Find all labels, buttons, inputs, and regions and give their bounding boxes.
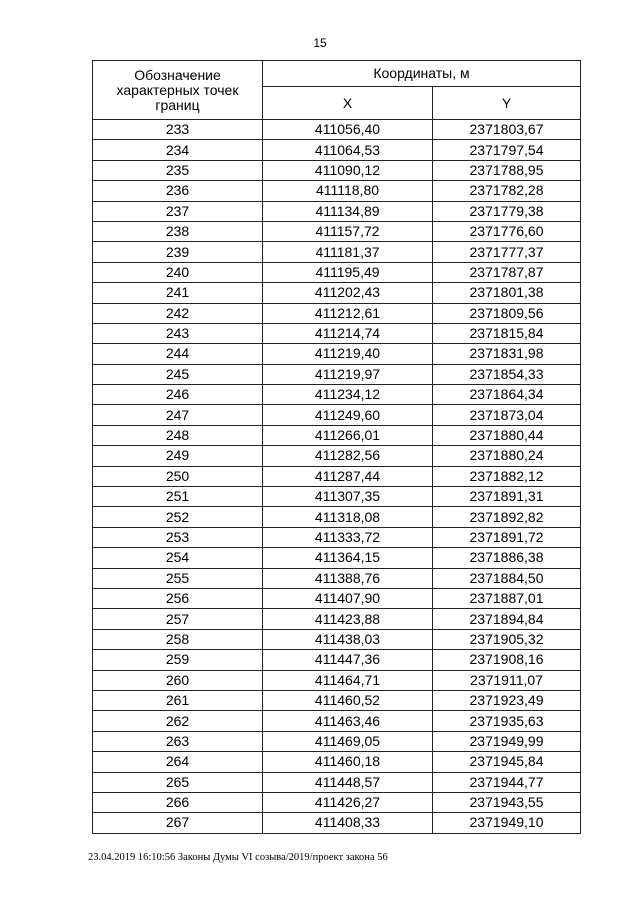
table-row xyxy=(93,120,581,140)
point-cell: 256 xyxy=(93,588,263,608)
x-cell: 411447,36 xyxy=(263,650,433,670)
point-cell: 239 xyxy=(93,242,263,262)
point-cell: 252 xyxy=(93,507,263,527)
table-row xyxy=(93,752,581,772)
table-row xyxy=(93,364,581,384)
table-row xyxy=(93,181,581,201)
table-row xyxy=(93,507,581,527)
header-coordinates: Координаты, м xyxy=(263,61,581,87)
x-cell: 411407,90 xyxy=(263,588,433,608)
table-row xyxy=(93,772,581,792)
table-row xyxy=(93,629,581,649)
y-cell: 2371891,72 xyxy=(433,527,581,547)
point-cell: 247 xyxy=(93,405,263,425)
y-cell: 2371788,95 xyxy=(433,160,581,180)
y-cell: 2371801,38 xyxy=(433,283,581,303)
point-cell: 249 xyxy=(93,446,263,466)
point-cell: 262 xyxy=(93,711,263,731)
x-cell: 411056,40 xyxy=(263,120,433,140)
y-cell: 2371873,04 xyxy=(433,405,581,425)
y-cell: 2371884,50 xyxy=(433,568,581,588)
x-cell: 411423,88 xyxy=(263,609,433,629)
y-cell: 2371944,77 xyxy=(433,772,581,792)
y-cell: 2371854,33 xyxy=(433,364,581,384)
y-cell: 2371894,84 xyxy=(433,609,581,629)
table-row xyxy=(93,140,581,160)
table-row xyxy=(93,344,581,364)
header-y: Y xyxy=(433,87,581,120)
table-row xyxy=(93,446,581,466)
table-row xyxy=(93,262,581,282)
point-cell: 244 xyxy=(93,344,263,364)
x-cell: 411134,89 xyxy=(263,201,433,221)
x-cell: 411464,71 xyxy=(263,670,433,690)
y-cell: 2371911,07 xyxy=(433,670,581,690)
x-cell: 411307,35 xyxy=(263,487,433,507)
point-cell: 264 xyxy=(93,752,263,772)
table-row xyxy=(93,201,581,221)
point-cell: 235 xyxy=(93,160,263,180)
x-cell: 411266,01 xyxy=(263,425,433,445)
x-cell: 411234,12 xyxy=(263,385,433,405)
y-cell: 2371779,38 xyxy=(433,201,581,221)
x-cell: 411219,40 xyxy=(263,344,433,364)
x-cell: 411118,80 xyxy=(263,181,433,201)
point-cell: 250 xyxy=(93,466,263,486)
point-cell: 254 xyxy=(93,548,263,568)
y-cell: 2371815,84 xyxy=(433,323,581,343)
x-cell: 411214,74 xyxy=(263,323,433,343)
y-cell: 2371886,38 xyxy=(433,548,581,568)
y-cell: 2371880,24 xyxy=(433,446,581,466)
x-cell: 411287,44 xyxy=(263,466,433,486)
y-cell: 2371787,87 xyxy=(433,262,581,282)
point-cell: 241 xyxy=(93,283,263,303)
x-cell: 411388,76 xyxy=(263,568,433,588)
table-row xyxy=(93,405,581,425)
y-cell: 2371776,60 xyxy=(433,221,581,241)
point-cell: 246 xyxy=(93,385,263,405)
x-cell: 411249,60 xyxy=(263,405,433,425)
y-cell: 2371945,84 xyxy=(433,752,581,772)
point-cell: 257 xyxy=(93,609,263,629)
point-cell: 260 xyxy=(93,670,263,690)
x-cell: 411212,61 xyxy=(263,303,433,323)
point-cell: 263 xyxy=(93,731,263,751)
x-cell: 411195,49 xyxy=(263,262,433,282)
point-cell: 251 xyxy=(93,487,263,507)
header-point-designation: Обозначение характерных точек границ xyxy=(93,61,263,120)
table-row xyxy=(93,813,581,833)
y-cell: 2371905,32 xyxy=(433,629,581,649)
y-cell: 2371923,49 xyxy=(433,690,581,710)
table-row xyxy=(93,303,581,323)
x-cell: 411219,97 xyxy=(263,364,433,384)
x-cell: 411157,72 xyxy=(263,221,433,241)
table-row xyxy=(93,568,581,588)
y-cell: 2371949,99 xyxy=(433,731,581,751)
point-cell: 242 xyxy=(93,303,263,323)
x-cell: 411090,12 xyxy=(263,160,433,180)
point-cell: 243 xyxy=(93,323,263,343)
table-row xyxy=(93,160,581,180)
table-row xyxy=(93,425,581,445)
point-cell: 248 xyxy=(93,425,263,445)
table-row xyxy=(93,792,581,812)
point-cell: 253 xyxy=(93,527,263,547)
x-cell: 411064,53 xyxy=(263,140,433,160)
coordinates-table xyxy=(92,60,581,834)
point-cell: 234 xyxy=(93,140,263,160)
table-body xyxy=(93,120,581,834)
table-row xyxy=(93,466,581,486)
y-cell: 2371803,67 xyxy=(433,120,581,140)
x-cell: 411181,37 xyxy=(263,242,433,262)
y-cell: 2371891,31 xyxy=(433,487,581,507)
point-cell: 259 xyxy=(93,650,263,670)
y-cell: 2371935,63 xyxy=(433,711,581,731)
x-cell: 411408,33 xyxy=(263,813,433,833)
header-x: X xyxy=(263,87,433,120)
point-cell: 245 xyxy=(93,364,263,384)
y-cell: 2371882,12 xyxy=(433,466,581,486)
point-cell: 267 xyxy=(93,813,263,833)
x-cell: 411463,46 xyxy=(263,711,433,731)
table-row xyxy=(93,487,581,507)
y-cell: 2371887,01 xyxy=(433,588,581,608)
x-cell: 411364,15 xyxy=(263,548,433,568)
y-cell: 2371809,56 xyxy=(433,303,581,323)
point-cell: 261 xyxy=(93,690,263,710)
y-cell: 2371864,34 xyxy=(433,385,581,405)
page-number: 15 xyxy=(313,36,327,50)
x-cell: 411282,56 xyxy=(263,446,433,466)
x-cell: 411438,03 xyxy=(263,629,433,649)
document-footer: 23.04.2019 16:10:56 Законы Думы VI созыва/2019/проект закона 56 xyxy=(88,852,388,863)
point-cell: 236 xyxy=(93,181,263,201)
point-cell: 233 xyxy=(93,120,263,140)
y-cell: 2371892,82 xyxy=(433,507,581,527)
table-row xyxy=(93,731,581,751)
x-cell: 411202,43 xyxy=(263,283,433,303)
point-cell: 255 xyxy=(93,568,263,588)
x-cell: 411469,05 xyxy=(263,731,433,751)
table-row xyxy=(93,609,581,629)
x-cell: 411318,08 xyxy=(263,507,433,527)
table-row xyxy=(93,650,581,670)
x-cell: 411426,27 xyxy=(263,792,433,812)
y-cell: 2371777,37 xyxy=(433,242,581,262)
point-cell: 238 xyxy=(93,221,263,241)
table-row xyxy=(93,283,581,303)
point-cell: 266 xyxy=(93,792,263,812)
x-cell: 411460,18 xyxy=(263,752,433,772)
point-cell: 265 xyxy=(93,772,263,792)
y-cell: 2371831,98 xyxy=(433,344,581,364)
table-row xyxy=(93,670,581,690)
table-row xyxy=(93,323,581,343)
table-row xyxy=(93,690,581,710)
point-cell: 240 xyxy=(93,262,263,282)
table-row xyxy=(93,527,581,547)
y-cell: 2371949,10 xyxy=(433,813,581,833)
table-row xyxy=(93,385,581,405)
table-row xyxy=(93,548,581,568)
y-cell: 2371943,55 xyxy=(433,792,581,812)
table-row xyxy=(93,711,581,731)
table-row xyxy=(93,221,581,241)
x-cell: 411448,57 xyxy=(263,772,433,792)
x-cell: 411460,52 xyxy=(263,690,433,710)
y-cell: 2371908,16 xyxy=(433,650,581,670)
table-row xyxy=(93,242,581,262)
table-row xyxy=(93,588,581,608)
point-cell: 258 xyxy=(93,629,263,649)
y-cell: 2371797,54 xyxy=(433,140,581,160)
y-cell: 2371880,44 xyxy=(433,425,581,445)
point-cell: 237 xyxy=(93,201,263,221)
x-cell: 411333,72 xyxy=(263,527,433,547)
y-cell: 2371782,28 xyxy=(433,181,581,201)
